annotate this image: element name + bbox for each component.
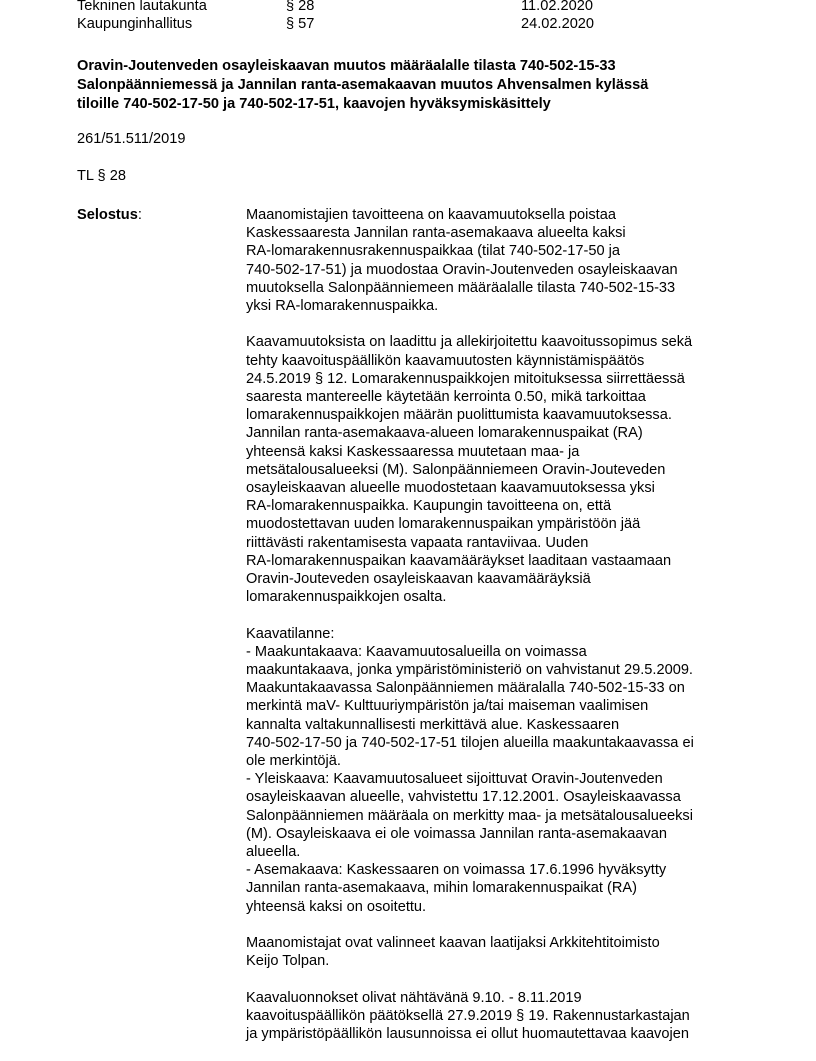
paragraph-line: riittävästi rakentamisesta vapaata rantaviivaa. Uuden xyxy=(246,534,589,551)
paragraph xyxy=(246,333,766,606)
paragraph-line: tehty kaavoituspäällikön kaavamuutosten käynnistämispäätös xyxy=(246,352,645,369)
paragraph-line: (M). Osayleiskaava ei ole voimassa Jannilan ranta-asemakaavan xyxy=(246,825,667,842)
paragraph-line: 740-502-17-51) ja muodostaa Oravin-Joutenveden osayleiskaavan xyxy=(246,261,678,278)
paragraph-line: Keijo Tolpan. xyxy=(246,953,330,970)
paragraph-line: kannalta valtakunnallisesti merkittävä alue. Kaskessaaren xyxy=(246,716,620,733)
paragraph-line: merkintä maV- Kulttuuriympäristön ja/tai maiseman vaalimisen xyxy=(246,698,649,715)
paragraph-line: osayleiskaavan alueelle muodostetaan kaavamuutoksessa yksi xyxy=(246,480,655,497)
title-line: tiloille 740-502-17-50 ja 740-502-17-51, kaavojen hyväksymiskäsittely xyxy=(77,96,551,112)
paragraph-line: Kaavatilanne: xyxy=(246,625,335,642)
paragraph-line: osayleiskaavan alueelle, vahvistettu 17.12.2001. Osayleiskaavassa xyxy=(246,789,681,806)
board-name: Kaupunginhallitus xyxy=(77,16,193,32)
paragraph-line: RA-lomarakennuspaikka. Kaupungin tavoitteena on, että xyxy=(246,498,612,515)
section-number: § 28 xyxy=(286,0,315,14)
paragraph-line: Maanomistajien tavoitteena on kaavamuutoksella poistaa xyxy=(246,207,616,223)
section-label xyxy=(77,206,142,224)
paragraph-line: kaavoituspäällikön päätöksellä 27.9.2019 § 19. Rakennustarkastajan xyxy=(246,1007,690,1024)
paragraph-line: ole merkintöjä. xyxy=(246,753,341,770)
paragraph-line: - Asemakaava: Kaskessaaren on voimassa 17.6.1996 hyväksytty xyxy=(246,862,667,879)
section-label-text: Selostus xyxy=(77,207,138,223)
paragraph-line: 24.5.2019 § 12. Lomarakennuspaikkojen mitoituksessa siirrettäessä xyxy=(246,370,685,387)
paragraph-line: Maakuntakaavassa Salonpäänniemen määralalla 740-502-15-33 on xyxy=(246,680,685,697)
tl-reference: TL § 28 xyxy=(77,168,126,184)
paragraph-line: muutoksella Salonpäänniemeen määräalalle tilasta 740-502-15-33 xyxy=(246,279,676,296)
paragraph xyxy=(246,206,766,315)
paragraph-line: Maanomistajat ovat valinneet kaavan laatijaksi Arkkitehtitoimisto xyxy=(246,935,660,952)
title-line: Oravin-Joutenveden osayleiskaavan muutos määräalalle tilasta 740-502-15-33 xyxy=(77,58,616,74)
meeting-date: 11.02.2020 xyxy=(521,0,593,14)
paragraph-line: metsätalousalueeksi (M). Salonpäänniemeen Oravin-Jouteveden xyxy=(246,461,666,478)
paragraph-line: lomarakennuspaikkojen osalta. xyxy=(246,589,447,606)
explanation-body xyxy=(246,206,766,1061)
paragraph-line: Kaskessaaresta Jannilan ranta-asemakaava alueelta kaksi xyxy=(246,225,626,242)
paragraph-line: Salonpäänniemen määräala on merkitty maa- ja metsätalousalueeksi xyxy=(246,807,693,824)
paragraph-line: Kaavaluonnokset olivat nähtävänä 9.10. - 8.11.2019 xyxy=(246,989,582,1006)
paragraph-line: Jannilan ranta-asemakaava, mihin lomarakennuspaikat (RA) xyxy=(246,880,637,897)
paragraph-line: yhteensä kaksi Kaskessaaressa muutetaan maa- ja xyxy=(246,443,580,460)
section-number: § 57 xyxy=(286,16,315,32)
paragraph-line: RA-lomarakennuspaikan kaavamääräykset laaditaan vastaamaan xyxy=(246,552,672,569)
paragraph-line: - Maakuntakaava: Kaavamuutosalueilla on voimassa xyxy=(246,643,587,660)
section-label-colon: : xyxy=(137,207,142,223)
paragraph-line: muodostettavan uuden lomarakennuspaikan ympäristöön jää xyxy=(246,516,641,533)
paragraph-line: Jannilan ranta-asemakaava-alueen lomarakennuspaikat (RA) xyxy=(246,425,643,442)
title-line: Salonpäänniemessä ja Jannilan ranta-asemakaavan muutos Ahvensalmen kylässä xyxy=(77,77,649,93)
meeting-date: 24.02.2020 xyxy=(521,16,595,32)
paragraph-line: Kaavamuutoksista on laadittu ja allekirjoitettu kaavoitussopimus sekä xyxy=(246,334,693,351)
document-title xyxy=(77,57,747,114)
paragraph-line: Oravin-Jouteveden osayleiskaavan kaavamääräyksiä xyxy=(246,571,591,588)
paragraph xyxy=(246,934,766,970)
paragraph-line: alueella. xyxy=(246,844,301,861)
paragraph-line: yhteensä kaksi on osoitettu. xyxy=(246,898,427,915)
reference-number: 261/51.511/2019 xyxy=(77,131,186,147)
board-name: Tekninen lautakunta xyxy=(77,0,207,14)
paragraph xyxy=(246,989,766,1044)
paragraph-line: RA-lomarakennusrakennuspaikkaa (tilat 740-502-17-50 ja xyxy=(246,243,620,260)
paragraph-line: - Yleiskaava: Kaavamuutosalueet sijoittuvat Oravin-Joutenveden xyxy=(246,771,663,788)
paragraph-line: maakuntakaava, jonka ympäristöministeriö on vahvistanut 29.5.2009. xyxy=(246,662,693,679)
paragraph-line: ja ympäristöpäällikön lausunnoissa ei ollut huomautettavaa kaavojen xyxy=(246,1026,689,1043)
paragraph-line: yksi RA-lomarakennuspaikka. xyxy=(246,298,439,315)
paragraph xyxy=(246,625,766,916)
paragraph-line: saaresta mantereelle käytetään kerrointa 0.50, mikä tarkoittaa xyxy=(246,389,646,406)
paragraph-line: 740-502-17-50 ja 740-502-17-51 tilojen alueilla maakuntakaavassa ei xyxy=(246,734,694,751)
paragraph-line: lomarakennuspaikkojen määrän puolittumista kaavamuutoksessa. xyxy=(246,407,672,424)
